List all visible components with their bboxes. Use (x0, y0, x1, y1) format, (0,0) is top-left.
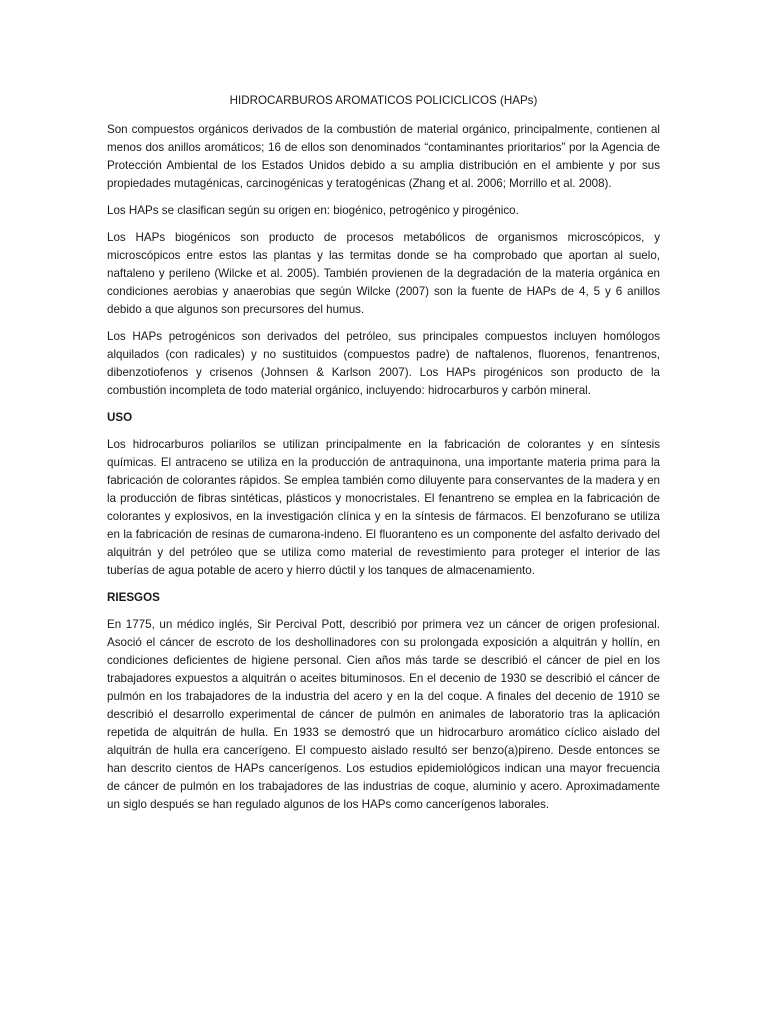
document-page (107, 92, 660, 823)
uso-heading: USO (107, 411, 133, 424)
document-title: HIDROCARBUROS AROMATICOS POLICICLICOS (HAPs) (229, 94, 538, 107)
uso-paragraph: Los hidrocarburos poliarilos se utilizan principalmente en la fabricación de colorantes y en síntesis químicas. El antraceno se utiliza en la producción de antraquinona, una importante materia prima para la fabricación de colorantes rápidos. Se emplea también como diluyente para conservantes de la madera y en la producción de fibras sintéticas, plásticos y monocristales. El fenantreno se emplea en la fabricación de colorantes y explosivos, en la investigación clínica y en la síntesis de fármacos. El benzofurano se utiliza en la fabricación de resinas de cumarona-indeno. El fluoranteno es un componente del asfalto derivado del alquitrán y del petróleo que se utiliza como material de revestimiento para proteger el interior de las tuberías de agua potable de acero y hierro dúctil y los tanques de almacenamiento. (107, 438, 660, 577)
intro-paragraph-3: Los HAPs biogénicos son producto de procesos metabólicos de organismos microscópicos, y microscópicos entre estos las plantas y las termitas donde se ha comprobado que aportan al suelo, naftaleno y perileno (Wilcke et al. 2005). También provienen de la degradación de la materia orgánica en condiciones aerobias y anaerobias que según Wilcke (2007) son la fuente de HAPs de 4, 5 y 6 anillos debido a que algunos son precursores del humus. (107, 231, 660, 316)
intro-paragraph-4: Los HAPs petrogénicos son derivados del petróleo, sus principales compuestos incluyen homólogos alquilados (con radicales) y no sustituidos (compuestos padre) de naftalenos, fluorenos, fenantrenos, dibenzotiofenos y crisenos (Johnsen & Karlson 2007). Los HAPs pirogénicos son producto de la combustión incompleta de todo material orgánico, incluyendo: hidrocarburos y carbón mineral. (107, 330, 660, 397)
intro-paragraph-1: Son compuestos orgánicos derivados de la combustión de material orgánico, principalmente, contienen al menos dos anillos aromáticos; 16 de ellos son denominados “contaminantes prioritarios” por la Agencia de Protección Ambiental de los Estados Unidos debido a su amplia distribución en el ambiente y por sus propiedades mutagénicas, carcinogénicas y teratogénicas (Zhang et al. 2006; Morrillo et al. 2008). (107, 123, 660, 190)
intro-paragraph-2: Los HAPs se clasifican según su origen en: biogénico, petrogénico y pirogénico. (107, 204, 519, 217)
riesgos-paragraph: En 1775, un médico inglés, Sir Percival Pott, describió por primera vez un cáncer de origen profesional. Asoció el cáncer de escroto de los deshollinadores con su prolongada exposición a alquitrán y hollín, en condiciones deficientes de higiene personal. Cien años más tarde se describió el cáncer de piel en los trabajadores expuestos a alquitrán o aceites bituminosos. En el decenio de 1930 se describió el cáncer de pulmón en los trabajadores de la industria del acero y en la del coque. A finales del decenio de 1910 se describió el desarrollo experimental de cáncer de pulmón en animales de laboratorio tras la aplicación repetida de alquitrán de hulla. En 1933 se demostró que un hidrocarburo aromático cíclico aislado del alquitrán de hulla era cancerígeno. El compuesto aislado resultó ser benzo(a)pireno. Desde entonces se han descrito cientos de HAPs cancerígenos. Los estudios epidemiológicos indican una mayor frecuencia de cáncer de pulmón en los trabajadores de las industrias de coque, aluminio y acero. Aproximadamente un siglo después se han regulado algunos de los HAPs como cancerígenos laborales. (107, 618, 660, 811)
riesgos-heading: RIESGOS (107, 591, 160, 604)
